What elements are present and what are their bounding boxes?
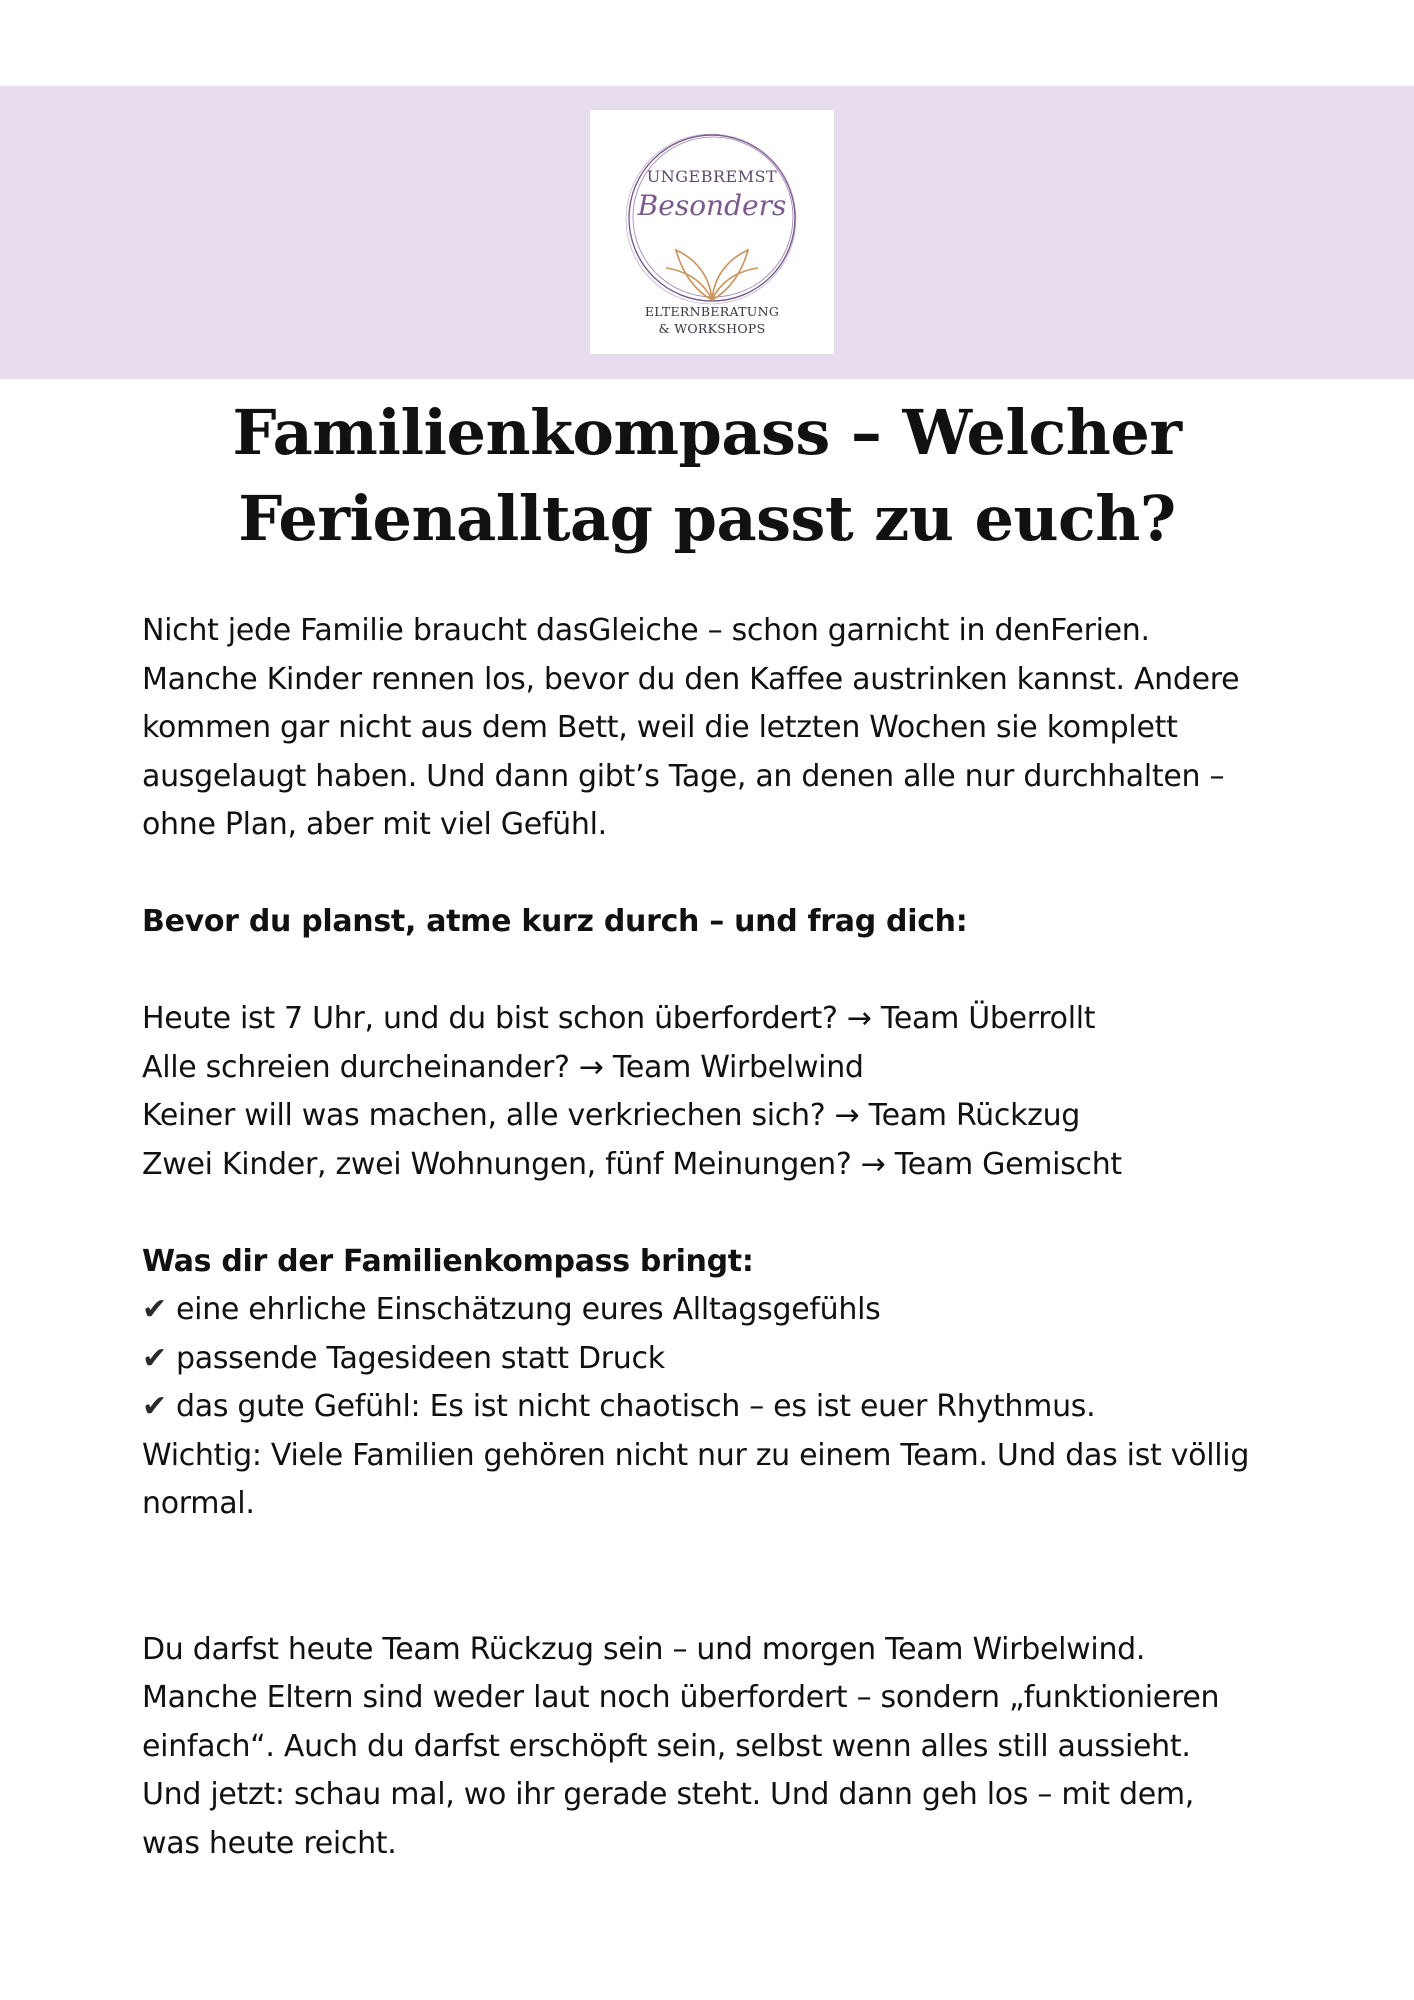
spacer [142,947,1322,996]
benefit-text: eine ehrliche Einschätzung eures Alltagsgefühls [176,1292,881,1327]
benefit-item [142,1286,1322,1335]
spacer [142,850,1322,899]
benefit-item [142,1383,1322,1432]
closing-line: Du darfst heute Team Rückzug sein – und morgen Team Wirbelwind. [142,1631,1146,1667]
checkmark-icon: ✔ [142,1340,167,1376]
intro-line: ohne Plan, aber mit viel Gefühl. [142,807,607,842]
note-line: Wichtig: Viele Familien gehören nicht nur zu einem Team. Und das ist völlig [142,1437,1250,1473]
intro-line: Nicht jede Familie braucht dasGleiche – schon garnicht in denFerien. [142,613,1150,648]
logo-line-1: UNGEBREMST [646,167,778,186]
title-line-1: Familienkompass – Welcher [232,396,1182,469]
intro-paragraph [142,607,1322,850]
team-list [142,995,1322,1189]
benefits-heading: Was dir der Familienkompass bringt: [142,1243,754,1279]
note-line: normal. [142,1486,255,1521]
checkmark-icon: ✔ [142,1292,167,1327]
question-heading: Bevor du planst, atme kurz durch – und frag dich: [142,904,968,939]
benefit-item [142,1335,1322,1384]
note-paragraph [142,1432,1322,1529]
brand-logo [590,110,834,354]
document-body [142,607,1322,1868]
title-line-2: Ferienalltag passt zu euch? [238,482,1176,555]
page-title [0,390,1414,562]
team-item: Zwei Kinder, zwei Wohnungen, fünf Meinungen? → Team Gemischt [142,1146,1122,1182]
team-item: Heute ist 7 Uhr, und du bist schon überfordert? → Team Überrollt [142,1001,1096,1036]
closing-line: einfach“. Auch du darfst erschöpft sein, selbst wenn alles still aussieht. [142,1728,1191,1764]
intro-line: Manche Kinder rennen los, bevor du den Kaffee austrinken kannst. Andere [142,661,1240,697]
closing-line: Manche Eltern sind weder laut noch überfordert – sondern „funktionieren [142,1680,1220,1715]
logo-line-3: ELTERNBERATUNG [644,304,780,319]
benefits-list [142,1286,1322,1432]
intro-line: kommen gar nicht aus dem Bett, weil die letzten Wochen sie komplett [142,710,1178,745]
spacer [142,1529,1322,1626]
checkmark-icon: ✔ [142,1389,167,1424]
closing-line: Und jetzt: schau mal, wo ihr gerade steht. Und dann geh los – mit dem, [142,1777,1195,1812]
logo-line-4: & WORKSHOPS [658,321,766,336]
benefit-text: passende Tagesideen statt Druck [176,1340,665,1376]
logo-line-2: Besonders [637,189,787,222]
logo-emblem [590,110,834,354]
closing-line: was heute reicht. [142,1825,397,1861]
team-item: Keiner will was machen, alle verkriechen sich? → Team Rückzug [142,1098,1081,1133]
closing-paragraph [142,1626,1322,1869]
leaf-icon [666,250,758,300]
team-item: Alle schreien durcheinander? → Team Wirbelwind [142,1049,864,1085]
benefit-text: das gute Gefühl: Es ist nicht chaotisch – es ist euer Rhythmus. [176,1389,1096,1424]
spacer [142,1189,1322,1238]
intro-line: ausgelaugt haben. Und dann gibt’s Tage, an denen alle nur durchhalten – [142,758,1225,794]
